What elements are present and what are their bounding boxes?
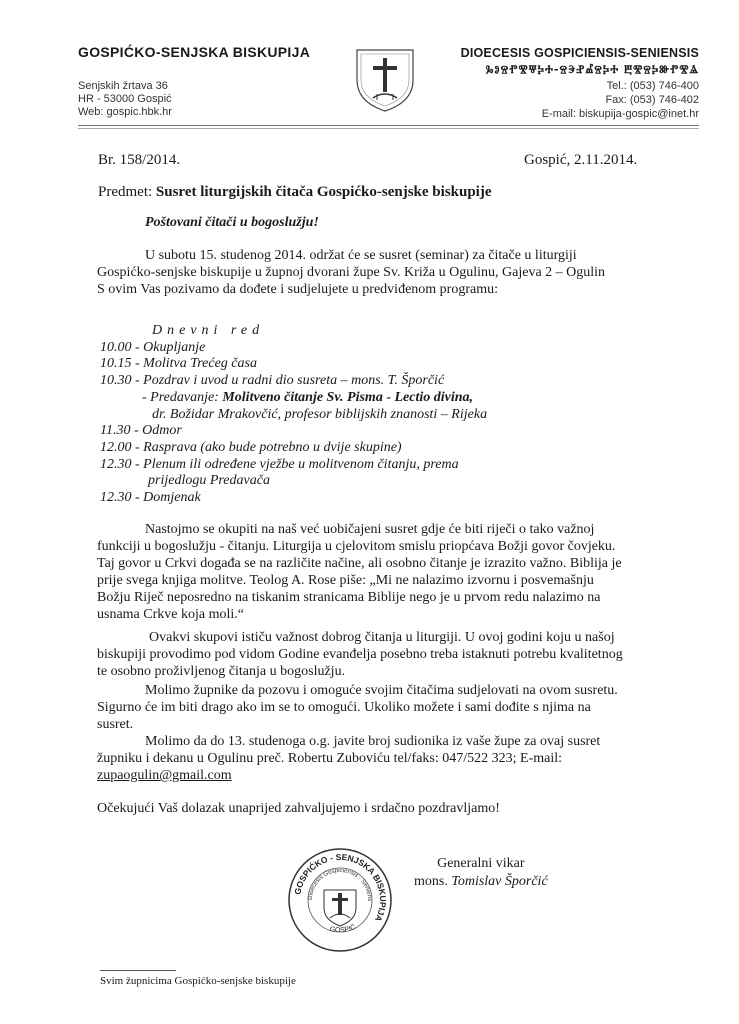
subject-label: Predmet: xyxy=(98,184,153,200)
body-line: Molimo da do 13. studenoga o.g. javite broj sudionika iz vaše župe za ovaj susret xyxy=(145,734,601,749)
agenda-item: 12.30 - Domjenak xyxy=(100,490,201,506)
body-line: Nastojmo se okupiti na naš već uobičajeni susret gdje će biti riječi o tako važnoj xyxy=(145,522,595,537)
agenda-item: 12.30 - Plenum ili određene vježbe u molitvenom čitanju, prema xyxy=(100,456,459,472)
agenda-item-detail: dr. Božidar Mrakovčić, profesor biblijskih znanosti – Rijeka xyxy=(152,406,488,422)
diocese-contact xyxy=(439,79,699,121)
signatory-title: Generalni vikar xyxy=(437,856,525,871)
diocese-name: GOSPIĆKO-SENJSKA BISKUPIJA xyxy=(78,44,311,60)
agenda-item-detail: prijedlogu Predavača xyxy=(148,473,270,489)
intro-line: S ovim Vas pozivamo da dođete i sudjelujete u predviđenom programu: xyxy=(97,282,498,297)
closing-line: Očekujući Vaš dolazak unaprijed zahvaljujemo i srdačno pozdravljamo! xyxy=(97,801,500,816)
seal-inner-text: Dioecesis Gospiciensis - Seniens xyxy=(307,867,373,902)
body-line: Ovakvi skupovi ističu važnost dobrog čitanja u liturgiji. U ovoj godini koju u našoj xyxy=(149,630,615,645)
intro-line: U subotu 15. studenog 2014. održat će se susret (seminar) za čitače u liturgiji xyxy=(145,248,577,263)
address-line: Senjskih žrtava 36 xyxy=(78,80,168,92)
seal-city-text: GOSPIĆ xyxy=(329,923,357,935)
reference-number: Br. 158/2014. xyxy=(98,152,181,168)
distribution-note: Svim župnicima Gospićko-senjske biskupije xyxy=(100,975,296,987)
diocese-glagolitic-name: ⰃⰑⰔⰒⰊⰛⰍⰀ-ⰔⰅⰐⰌⰔⰍⰀ ⰁⰊⰔⰍⰖⰒⰊⰡ xyxy=(485,63,699,76)
phone: Tel.: (053) 746-400 xyxy=(606,80,699,92)
letterhead-left xyxy=(78,44,348,119)
body-line: prije svega knjiga molitve. Teolog A. Rose piše: „Mi ne nalazimo izvornu i posvemašnju xyxy=(97,573,594,588)
letterhead-divider-secondary xyxy=(78,128,699,129)
signatory-prefix: mons. xyxy=(414,874,448,889)
salutation: Poštovani čitači u bogoslužju! xyxy=(145,215,319,230)
agenda-item: 10.30 - Pozdrav i uvod u radni dio susreta – mons. T. Šporčić xyxy=(100,373,445,389)
body-line: susret. xyxy=(97,717,134,732)
official-seal-icon xyxy=(286,846,394,954)
diocese-address xyxy=(78,80,348,119)
fax: Fax: (053) 746-402 xyxy=(605,94,699,106)
footer-divider xyxy=(100,970,176,971)
intro-line: Gospićko-senjske biskupije u župnoj dvorani župe Sv. Križa u Ogulinu, Gajeva 2 – Ogulin xyxy=(97,265,606,280)
subject-line xyxy=(98,184,492,201)
body-line: usnama Crkve koja moli.“ xyxy=(97,607,244,622)
web-address: Web: gospic.hbk.hr xyxy=(78,106,172,118)
agenda-item: 10.00 - Okupljanje xyxy=(100,339,206,355)
signature-block xyxy=(414,855,548,891)
letterhead-right xyxy=(439,46,699,121)
email: E-mail: biskupija-gospic@inet.hr xyxy=(541,108,699,120)
agenda-item xyxy=(100,390,487,407)
agenda-lecture-title: Molitveno čitanje Sv. Pisma - Lectio divina, xyxy=(222,389,474,405)
agenda-lecture-label: - Predavanje: xyxy=(142,389,223,405)
contact-email xyxy=(97,768,232,785)
body-line: Molimo župnike da pozovu i omoguće svojim čitačima sudjelovati na ovom susretu. xyxy=(145,683,618,698)
diocese-latin-name: DIOECESIS GOSPICIENSIS-SENIENSIS xyxy=(460,46,699,60)
signatory-name-line xyxy=(414,873,548,891)
agenda-item: 10.15 - Molitva Trećeg časa xyxy=(100,356,257,372)
place-and-date: Gospić, 2.11.2014. xyxy=(524,152,638,168)
body-line: Sigurno će im biti drago ako im se to omogući. Ukoliko možete i sami dođite s njima na xyxy=(97,700,591,715)
body-line: biskupiji provodimo pod vidom Godine evanđelja posebno treba istaknuti potrebu kvalitetnog xyxy=(97,647,623,662)
diocese-crest-icon xyxy=(351,44,419,114)
body-line: te osobno proživljenog čitanja u bogoslužju. xyxy=(97,664,346,679)
body-line: funkciji u bogoslužju - čitanju. Liturgija u cjelovitom smislu priopćava Božji govor čovjeku. xyxy=(97,539,616,554)
email-link[interactable]: zupaogulin@gmail.com xyxy=(97,768,232,783)
agenda-title: Dnevni red xyxy=(152,323,265,338)
subject-text: Susret liturgijskih čitača Gospićko-senjske biskupije xyxy=(155,184,492,200)
body-line: Božju Riječ neposredno na tiskanim stranicama Biblije nego je u prvom redu nalazimo na xyxy=(97,590,601,605)
agenda xyxy=(100,323,487,507)
address-line: HR - 53000 Gospić xyxy=(78,93,172,105)
body-line: Taj govor u Crkvi događa se na različite načine, ali osobno čitanje je izrazito važno. Biblija je xyxy=(97,556,622,571)
seal-outer-text: GOSPIĆKO - SENJSKA BISKUPIJA xyxy=(292,851,389,924)
body-line: župniku i dekanu u Ogulinu preč. Robertu Zuboviću tel/faks: 047/522 323; E-mail: xyxy=(97,751,563,766)
signatory-name: Tomislav Šporčić xyxy=(451,874,548,889)
letterhead-divider xyxy=(78,125,699,126)
agenda-item: 12.00 - Rasprava (ako bude potrebno u dvije skupine) xyxy=(100,439,402,455)
agenda-item: 11.30 - Odmor xyxy=(100,423,182,439)
